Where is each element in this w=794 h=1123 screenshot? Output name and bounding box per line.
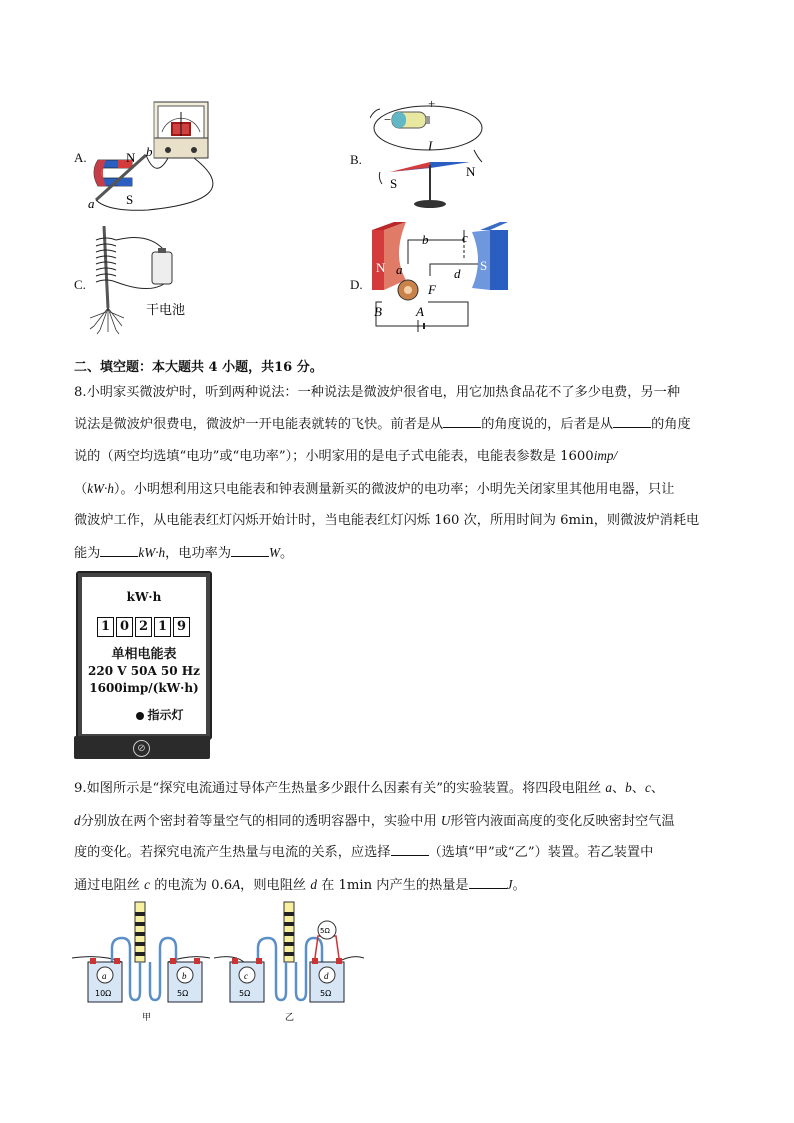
option-b-figure bbox=[370, 100, 500, 212]
meter-unit: kW·h bbox=[126, 590, 162, 604]
svg-text:干电池: 干电池 bbox=[146, 302, 186, 317]
svg-text:5Ω: 5Ω bbox=[320, 989, 332, 998]
svg-text:N: N bbox=[376, 260, 386, 275]
svg-text:a: a bbox=[88, 196, 95, 211]
option-c-figure bbox=[88, 222, 198, 342]
svg-text:S: S bbox=[480, 258, 488, 273]
option-a-label: A. bbox=[74, 150, 87, 165]
svg-text:N: N bbox=[466, 164, 476, 179]
answer-blank[interactable] bbox=[100, 544, 138, 557]
svg-text:甲: 甲 bbox=[142, 1013, 152, 1023]
option-d-figure bbox=[368, 220, 518, 344]
svg-text:I: I bbox=[428, 138, 433, 153]
svg-text:a: a bbox=[102, 971, 107, 981]
apparatus-jia bbox=[72, 896, 212, 1026]
answer-blank[interactable] bbox=[231, 544, 269, 557]
svg-text:a: a bbox=[396, 262, 403, 277]
svg-text:d: d bbox=[324, 971, 329, 981]
svg-text:b: b bbox=[146, 144, 153, 159]
meter-digits: 1 0 2 1 9 bbox=[97, 617, 190, 637]
svg-text:F: F bbox=[428, 282, 436, 297]
meter-name: 单相电能表 bbox=[111, 647, 177, 662]
energy-meter bbox=[76, 571, 210, 761]
option-c-label: C. bbox=[74, 277, 86, 292]
option-d-label: D. bbox=[350, 277, 363, 292]
svg-text:S: S bbox=[390, 176, 398, 191]
answer-blank[interactable] bbox=[613, 415, 651, 428]
answer-blank[interactable] bbox=[469, 876, 507, 889]
svg-text:10Ω: 10Ω bbox=[95, 989, 112, 998]
meter-imp: 1600imp/(kW·h) bbox=[89, 681, 199, 695]
apparatus-yi bbox=[214, 896, 364, 1026]
meter-knob-icon: ⊘ bbox=[133, 740, 150, 757]
answer-blank[interactable] bbox=[391, 843, 429, 856]
svg-text:+: + bbox=[428, 100, 436, 111]
section-title: 二、填空题：本大题共 4 小题，共16 分。 bbox=[74, 360, 323, 375]
meter-lamp: 指示灯 bbox=[94, 706, 226, 723]
svg-text:5Ω: 5Ω bbox=[177, 989, 189, 998]
svg-text:B: B bbox=[374, 304, 382, 319]
meter-spec: 220 V 50A 50 Hz bbox=[88, 664, 200, 678]
svg-text:5Ω: 5Ω bbox=[320, 927, 330, 935]
answer-blank[interactable] bbox=[443, 415, 481, 428]
option-b-label: B. bbox=[350, 152, 362, 167]
svg-text:A: A bbox=[416, 304, 424, 319]
svg-text:−: − bbox=[384, 112, 392, 127]
svg-text:乙: 乙 bbox=[285, 1013, 295, 1023]
svg-text:b: b bbox=[422, 232, 429, 247]
option-a-figure bbox=[88, 100, 228, 215]
question-9: 9.如图所示是“探究电流通过导体产生热量多少跟什么因素有关”的实验装置。将四段电阻丝 a、b、c、 d分别放在两个密封着等量空气的相同的透明容器中，实验中用 U形管内液面高度的变化反映密封空气温 度的变化。若探究电流产生热量与电流的关系，应选择 （选填“甲”或“乙”）装置。若乙装置中 通过电阻丝 c 的电流为 0.6A，则电阻丝 d 在 1min 内产生的热量是 J。 bbox=[74, 780, 675, 893]
svg-text:d: d bbox=[454, 266, 461, 281]
svg-text:c: c bbox=[244, 971, 248, 981]
svg-text:5Ω: 5Ω bbox=[239, 989, 251, 998]
question-8: 8.小明家买微波炉时，听到两种说法：一种说法是微波炉很省电，用它加热食品花不了多少电费，另一种 说法是微波炉很费电，微波炉一开电能表就转的飞快。前者是从 的角度说的，后者是从 的角度 说的（两空均选填“电功”或“电功率”）；小明家用的是电子式电能表，电能表参数是 1600imp/ （kW·h）。小明想利用这只电能表和钟表测量新买的微波炉的电功率；小明先关闭家里其他用电器，只让 微波炉工作，从电能表红灯闪烁开始计时，当电能表红灯闪烁 160 次，所用时间为 6min，则微波炉消耗电 能为 kW·h，电功率为 W。 bbox=[74, 385, 700, 561]
svg-text:c: c bbox=[462, 230, 468, 245]
svg-text:N: N bbox=[126, 150, 136, 165]
indicator-lamp-icon bbox=[136, 712, 144, 720]
svg-text:S: S bbox=[126, 192, 134, 207]
svg-text:b: b bbox=[182, 971, 187, 981]
